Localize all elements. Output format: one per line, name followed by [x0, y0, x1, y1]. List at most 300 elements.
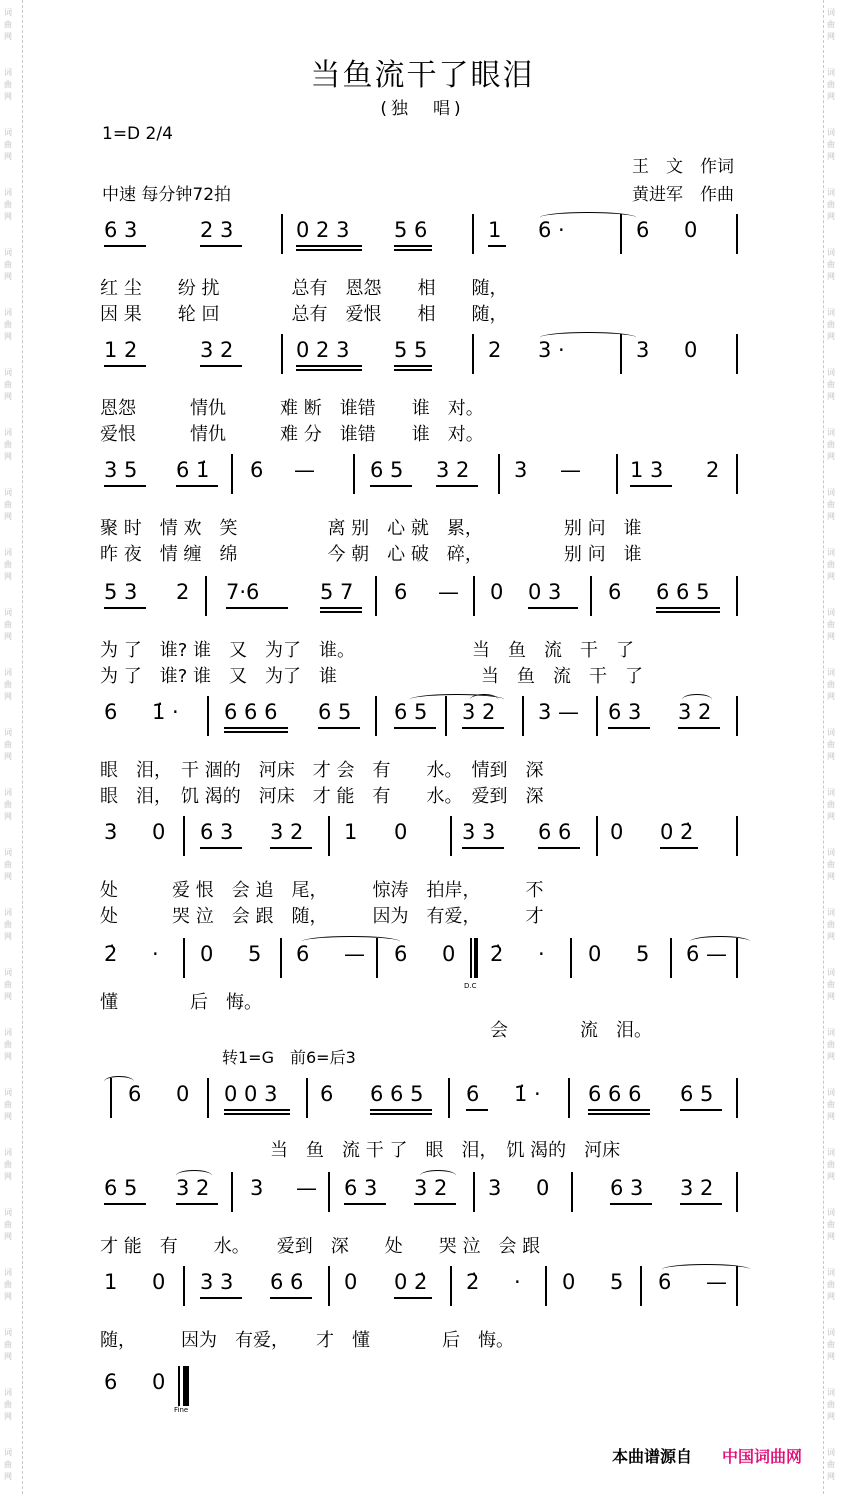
- watermark-glyph: 曲: [4, 920, 12, 929]
- note: 6 5: [318, 700, 352, 724]
- watermark-glyph: 词: [4, 1148, 12, 1157]
- watermark-glyph: 网: [4, 1472, 12, 1481]
- note: 0 2̇: [394, 1270, 428, 1294]
- watermark-glyph: 网: [4, 512, 12, 521]
- note: 6: [128, 1082, 142, 1106]
- note: 0: [176, 1082, 190, 1106]
- right-border: [823, 0, 825, 1494]
- barline: [183, 1266, 185, 1306]
- watermark-glyph: 网: [4, 692, 12, 701]
- beam-underline: [200, 1297, 242, 1299]
- beam-underline: [394, 727, 436, 729]
- note: 6 3: [610, 1176, 644, 1200]
- beam-underline: [488, 245, 506, 247]
- note: 6 5: [680, 1082, 714, 1106]
- watermark-glyph: 词: [4, 968, 12, 977]
- final-barline: [185, 1366, 189, 1406]
- watermark-glyph: 网: [4, 152, 12, 161]
- beam-underline: [370, 485, 412, 487]
- slur: [176, 1170, 212, 1181]
- watermark-glyph: 网: [4, 1352, 12, 1361]
- beam-underline: [320, 611, 362, 613]
- note: 7·6: [226, 580, 260, 604]
- note: 0: [684, 218, 698, 242]
- note: 5: [636, 942, 650, 966]
- watermark-glyph: 网: [827, 632, 835, 641]
- note: 3: [488, 1176, 502, 1200]
- note: 6 6 6: [224, 700, 278, 724]
- beam-underline: [320, 607, 362, 609]
- lyric-line: 处 哭 泣 会 跟 随， 因为 有爱， 才: [100, 906, 544, 927]
- slur: [540, 212, 636, 223]
- beam-underline: [588, 1113, 650, 1115]
- note: 0 2 3: [296, 338, 350, 362]
- note: 6 3: [200, 820, 234, 844]
- watermark-glyph: 曲: [4, 140, 12, 149]
- lyric-line: 红 尘 纷 扰 总有 恩怨 相 随，: [100, 278, 508, 299]
- barline: [450, 816, 452, 856]
- beam-underline: [538, 847, 580, 849]
- beam-underline: [318, 727, 360, 729]
- barline: [375, 576, 377, 616]
- note: 0: [442, 942, 456, 966]
- barline: [375, 696, 377, 736]
- watermark-glyph: 网: [827, 1412, 835, 1421]
- barline: [473, 1172, 475, 1212]
- beam-underline: [588, 1109, 650, 1111]
- barline: [736, 816, 738, 856]
- note: 0: [588, 942, 602, 966]
- note: 5 3: [104, 580, 138, 604]
- watermark-glyph: 词: [4, 1388, 12, 1397]
- watermark-glyph: 曲: [827, 860, 835, 869]
- watermark-glyph: 词: [827, 548, 835, 557]
- watermark-glyph: 网: [827, 272, 835, 281]
- watermark-glyph: 曲: [4, 1400, 12, 1409]
- note: 6 5: [370, 458, 404, 482]
- watermark-glyph: 网: [827, 1472, 835, 1481]
- note: 3: [250, 1176, 264, 1200]
- lyric-line: 为 了 谁? 谁 又 为了 谁。 当 鱼 流 干 了: [100, 640, 634, 661]
- note: 2̇: [104, 942, 118, 966]
- watermark-glyph: 曲: [4, 260, 12, 269]
- watermark-glyph: 网: [4, 632, 12, 641]
- watermark-glyph: 网: [827, 872, 835, 881]
- note: 0: [152, 1370, 166, 1394]
- barline: [472, 334, 474, 374]
- beam-underline: [462, 727, 504, 729]
- barline: [736, 334, 738, 374]
- barline: [207, 1078, 209, 1118]
- watermark-glyph: 词: [4, 1328, 12, 1337]
- lyric-line: 眼 泪， 饥 渴的 河床 才 能 有 水。 爱到 深: [100, 786, 544, 807]
- note: 6: [394, 942, 408, 966]
- note: 1̇ ·: [514, 1082, 541, 1106]
- watermark-glyph: 词: [4, 8, 12, 17]
- watermark-glyph: 网: [827, 692, 835, 701]
- slur: [420, 1170, 456, 1181]
- note: 6: [394, 580, 408, 604]
- note: 3 2: [678, 700, 712, 724]
- beam-underline: [104, 1203, 146, 1205]
- note: 3 2: [414, 1176, 448, 1200]
- watermark-glyph: 曲: [4, 20, 12, 29]
- double-barline: [474, 938, 478, 978]
- barline: [231, 1172, 233, 1212]
- note: 0: [200, 942, 214, 966]
- note: 2: [706, 458, 720, 482]
- watermark-glyph: 网: [4, 1112, 12, 1121]
- watermark-glyph: 网: [4, 392, 12, 401]
- note: 0: [344, 1270, 358, 1294]
- note: 6: [104, 1370, 118, 1394]
- watermark-glyph: 曲: [827, 560, 835, 569]
- beam-underline: [104, 485, 146, 487]
- note: 0 0 3: [224, 1082, 278, 1106]
- note: 6 6 6: [588, 1082, 642, 1106]
- watermark-glyph: 网: [827, 32, 835, 41]
- note: 5 6: [394, 218, 428, 242]
- note: 0: [490, 580, 504, 604]
- note: 3 2: [176, 1176, 210, 1200]
- note: 6: [296, 942, 310, 966]
- note: ·: [152, 942, 159, 966]
- note: 6 5: [394, 700, 428, 724]
- watermark-glyph: 曲: [4, 1100, 12, 1109]
- barline: [205, 576, 207, 616]
- note: 0: [684, 338, 698, 362]
- source-brand[interactable]: 中国词曲网: [722, 1447, 803, 1466]
- note: 6 3: [344, 1176, 378, 1200]
- lyric-line: 爱恨 情仇 难 分 谁错 谁 对。: [100, 424, 484, 445]
- beam-underline: [224, 1113, 290, 1115]
- watermark-glyph: 曲: [827, 440, 835, 449]
- watermark-glyph: 曲: [4, 620, 12, 629]
- watermark-glyph: 词: [4, 788, 12, 797]
- watermark-glyph: 词: [4, 308, 12, 317]
- lyric-line: 聚 时 情 欢 笑 离 别 心 就 累， 别 问 谁: [100, 518, 642, 539]
- lyric-line: 恩怨 情仇 难 断 谁错 谁 对。: [100, 398, 484, 419]
- watermark-glyph: 词: [827, 848, 835, 857]
- slur: [410, 694, 504, 705]
- lyricist-credit: 王 文 作词: [632, 157, 734, 177]
- note: 0: [152, 820, 166, 844]
- watermark-glyph: 曲: [827, 320, 835, 329]
- watermark-glyph: 词: [4, 548, 12, 557]
- beam-underline: [660, 847, 698, 849]
- watermark-glyph: 曲: [827, 740, 835, 749]
- watermark-glyph: 曲: [4, 1220, 12, 1229]
- watermark-glyph: 网: [4, 452, 12, 461]
- watermark-glyph: 曲: [4, 500, 12, 509]
- slur: [104, 1076, 134, 1087]
- watermark-glyph: 词: [4, 1088, 12, 1097]
- watermark-glyph: 曲: [4, 1460, 12, 1469]
- watermark-glyph: 网: [4, 752, 12, 761]
- barline: [281, 214, 283, 254]
- beam-underline: [610, 1203, 652, 1205]
- barline: [328, 1172, 330, 1212]
- barline: [736, 1172, 738, 1212]
- watermark-glyph: 网: [827, 212, 835, 221]
- note: 0: [152, 1270, 166, 1294]
- watermark-glyph: 词: [4, 368, 12, 377]
- slur: [662, 1264, 750, 1275]
- watermark-glyph: 曲: [4, 380, 12, 389]
- beam-underline: [370, 1113, 432, 1115]
- barline: [570, 938, 572, 978]
- watermark-glyph: 网: [827, 512, 835, 521]
- beam-underline: [200, 365, 242, 367]
- note: 6 6: [538, 820, 572, 844]
- watermark-glyph: 词: [4, 608, 12, 617]
- watermark-glyph: 曲: [4, 800, 12, 809]
- note: 1̇ ·: [152, 700, 179, 724]
- watermark-glyph: 词: [827, 68, 835, 77]
- watermark-glyph: 词: [827, 1448, 835, 1457]
- watermark-glyph: 词: [827, 128, 835, 137]
- watermark-glyph: 词: [4, 668, 12, 677]
- watermark-glyph: 网: [827, 932, 835, 941]
- note: 1 3: [630, 458, 664, 482]
- note: 5 5: [394, 338, 428, 362]
- watermark-glyph: 网: [4, 872, 12, 881]
- watermark-glyph: 曲: [827, 260, 835, 269]
- left-border: [22, 0, 24, 1494]
- barline: [353, 454, 355, 494]
- note: 3 2: [200, 338, 234, 362]
- note: 3 2: [462, 700, 496, 724]
- watermark-glyph: 网: [4, 272, 12, 281]
- note: 0: [562, 1270, 576, 1294]
- watermark-glyph: 网: [4, 332, 12, 341]
- watermark-glyph: 词: [827, 1148, 835, 1157]
- barline: [568, 1078, 570, 1118]
- note: 3 2: [436, 458, 470, 482]
- beam-underline: [656, 607, 720, 609]
- watermark-glyph: 词: [4, 128, 12, 137]
- beam-underline: [224, 1109, 290, 1111]
- note: 2: [176, 580, 190, 604]
- note: 5 7: [320, 580, 354, 604]
- watermark-glyph: 曲: [4, 1340, 12, 1349]
- watermark-glyph: 词: [827, 608, 835, 617]
- song-subtitle: (独 唱): [380, 99, 465, 119]
- watermark-glyph: 网: [4, 1172, 12, 1181]
- beam-underline: [394, 1297, 432, 1299]
- watermark-glyph: 词: [827, 188, 835, 197]
- watermark-glyph: 网: [4, 932, 12, 941]
- watermark-glyph: 词: [4, 68, 12, 77]
- beam-underline: [394, 369, 432, 371]
- watermark-glyph: 曲: [827, 1100, 835, 1109]
- note: 6 —: [686, 942, 728, 966]
- watermark-glyph: 曲: [827, 20, 835, 29]
- barline: [207, 696, 209, 736]
- barline: [328, 1266, 330, 1306]
- beam-underline: [344, 1203, 386, 1205]
- barline: [472, 214, 474, 254]
- watermark-glyph: 曲: [827, 1460, 835, 1469]
- watermark-glyph: 网: [827, 332, 835, 341]
- watermark-glyph: 曲: [4, 560, 12, 569]
- note: —: [560, 458, 581, 482]
- watermark-glyph: 词: [827, 908, 835, 917]
- note: 2 3: [200, 218, 234, 242]
- watermark-glyph: 网: [4, 92, 12, 101]
- note: —: [706, 1270, 727, 1294]
- note: 6 1̇: [176, 458, 210, 482]
- slur: [682, 694, 712, 705]
- watermark-glyph: 曲: [827, 200, 835, 209]
- barline: [178, 1366, 180, 1406]
- watermark-glyph: 网: [827, 1052, 835, 1061]
- watermark-glyph: 曲: [4, 980, 12, 989]
- note: —: [344, 942, 365, 966]
- watermark-glyph: 网: [827, 452, 835, 461]
- beam-underline: [104, 245, 146, 247]
- barline: [448, 1078, 450, 1118]
- note: 6 6 5: [656, 580, 710, 604]
- watermark-glyph: 曲: [827, 140, 835, 149]
- barline: [498, 454, 500, 494]
- watermark-glyph: 曲: [4, 860, 12, 869]
- watermark-glyph: 网: [827, 752, 835, 761]
- lyric-line: 随， 因为 有爱， 才 懂 后 悔。: [100, 1330, 514, 1351]
- watermark-glyph: 曲: [827, 1340, 835, 1349]
- beam-underline: [394, 249, 432, 251]
- fine-marker: Fine: [174, 1406, 189, 1414]
- lyric-line: 昨 夜 情 缠 绵 今 朝 心 破 碎， 别 问 谁: [100, 544, 642, 565]
- beam-underline: [296, 365, 362, 367]
- beam-underline: [630, 485, 672, 487]
- beam-underline: [270, 847, 312, 849]
- watermark-glyph: 网: [827, 572, 835, 581]
- lyric-line: 当 鱼 流 干 了 眼 泪， 饥 渴的 河床: [270, 1140, 621, 1161]
- beam-underline: [296, 249, 362, 251]
- watermark-glyph: 词: [4, 248, 12, 257]
- watermark-glyph: 曲: [827, 1280, 835, 1289]
- lyric-line: 懂 后 悔。: [100, 992, 262, 1013]
- note: 0 2 3: [296, 218, 350, 242]
- barline: [450, 1266, 452, 1306]
- dc-marker: D.C: [464, 982, 477, 990]
- barline: [590, 576, 592, 616]
- watermark-glyph: 词: [827, 1328, 835, 1337]
- watermark-glyph: 词: [827, 1208, 835, 1217]
- barline: [280, 938, 282, 978]
- note: 6: [636, 218, 650, 242]
- note: 0 2̇: [660, 820, 694, 844]
- beam-underline: [370, 1109, 432, 1111]
- watermark-glyph: 曲: [4, 1160, 12, 1169]
- beam-underline: [200, 245, 242, 247]
- beam-underline: [176, 1203, 218, 1205]
- note: 6: [250, 458, 264, 482]
- beam-underline: [270, 1297, 312, 1299]
- watermark-glyph: 网: [4, 812, 12, 821]
- lyric-line: 眼 泪， 干 涸的 河床 才 会 有 水。 情到 深: [100, 760, 544, 781]
- note: 2̇: [490, 942, 504, 966]
- note: 0: [394, 820, 408, 844]
- watermark-glyph: 网: [4, 1232, 12, 1241]
- note: 3: [514, 458, 528, 482]
- watermark-glyph: 词: [827, 428, 835, 437]
- watermark-glyph: 曲: [827, 920, 835, 929]
- watermark-glyph: 网: [4, 212, 12, 221]
- beam-underline: [200, 847, 242, 849]
- beam-underline: [394, 365, 432, 367]
- note: 3 2: [270, 820, 304, 844]
- watermark-glyph: 曲: [827, 80, 835, 89]
- barline: [473, 576, 475, 616]
- lyric-line: 因 果 轮 回 总有 爱恨 相 随，: [100, 304, 508, 325]
- note: —: [438, 580, 459, 604]
- barline: [328, 816, 330, 856]
- note: 3 2: [680, 1176, 714, 1200]
- watermark-glyph: 曲: [827, 1400, 835, 1409]
- note: 2: [488, 338, 502, 362]
- lyric-line: 为 了 谁? 谁 又 为了 谁 当 鱼 流 干 了: [100, 666, 643, 687]
- watermark-glyph: 网: [4, 1052, 12, 1061]
- lyric-line: 处 爱 恨 会 追 尾， 惊涛 拍岸， 不: [100, 880, 544, 901]
- beam-underline: [394, 245, 432, 247]
- beam-underline: [224, 731, 288, 733]
- watermark-glyph: 词: [827, 668, 835, 677]
- watermark-glyph: 曲: [4, 320, 12, 329]
- barline: [183, 938, 185, 978]
- watermark-glyph: 词: [827, 1088, 835, 1097]
- watermark-glyph: 曲: [827, 500, 835, 509]
- watermark-glyph: 曲: [827, 680, 835, 689]
- watermark-glyph: 曲: [827, 1160, 835, 1169]
- watermark-glyph: 网: [827, 1112, 835, 1121]
- watermark-glyph: 词: [827, 248, 835, 257]
- watermark-glyph: 词: [4, 728, 12, 737]
- barline: [616, 454, 618, 494]
- watermark-glyph: 曲: [827, 980, 835, 989]
- watermark-glyph: 网: [4, 1412, 12, 1421]
- note: 5: [610, 1270, 624, 1294]
- barline: [281, 334, 283, 374]
- note: 1: [104, 1270, 118, 1294]
- note: —: [294, 458, 315, 482]
- modulation-marking: 转1=G 前6=后3: [222, 1048, 356, 1067]
- watermark-glyph: 词: [827, 1028, 835, 1037]
- watermark-glyph: 词: [4, 908, 12, 917]
- barline: [736, 214, 738, 254]
- lyric-line: 才 能 有 水。 爱到 深 处 哭 泣 会 跟: [100, 1236, 541, 1257]
- note: 6: [608, 580, 622, 604]
- watermark-glyph: 网: [827, 92, 835, 101]
- beam-underline: [466, 1109, 488, 1111]
- watermark-glyph: 词: [827, 368, 835, 377]
- watermark-glyph: 曲: [4, 740, 12, 749]
- note: 3: [636, 338, 650, 362]
- barline: [470, 938, 472, 978]
- barline: [545, 1266, 547, 1306]
- composer-credit: 黄进军 作曲: [632, 185, 734, 205]
- note: 6 5: [104, 1176, 138, 1200]
- watermark-glyph: 词: [4, 848, 12, 857]
- beam-underline: [104, 365, 146, 367]
- note: 0: [610, 820, 624, 844]
- note: 2̇: [466, 1270, 480, 1294]
- watermark-glyph: 词: [827, 8, 835, 17]
- song-title: 当鱼流干了眼泪: [310, 58, 535, 93]
- watermark-glyph: 词: [4, 1208, 12, 1217]
- watermark-glyph: 词: [827, 968, 835, 977]
